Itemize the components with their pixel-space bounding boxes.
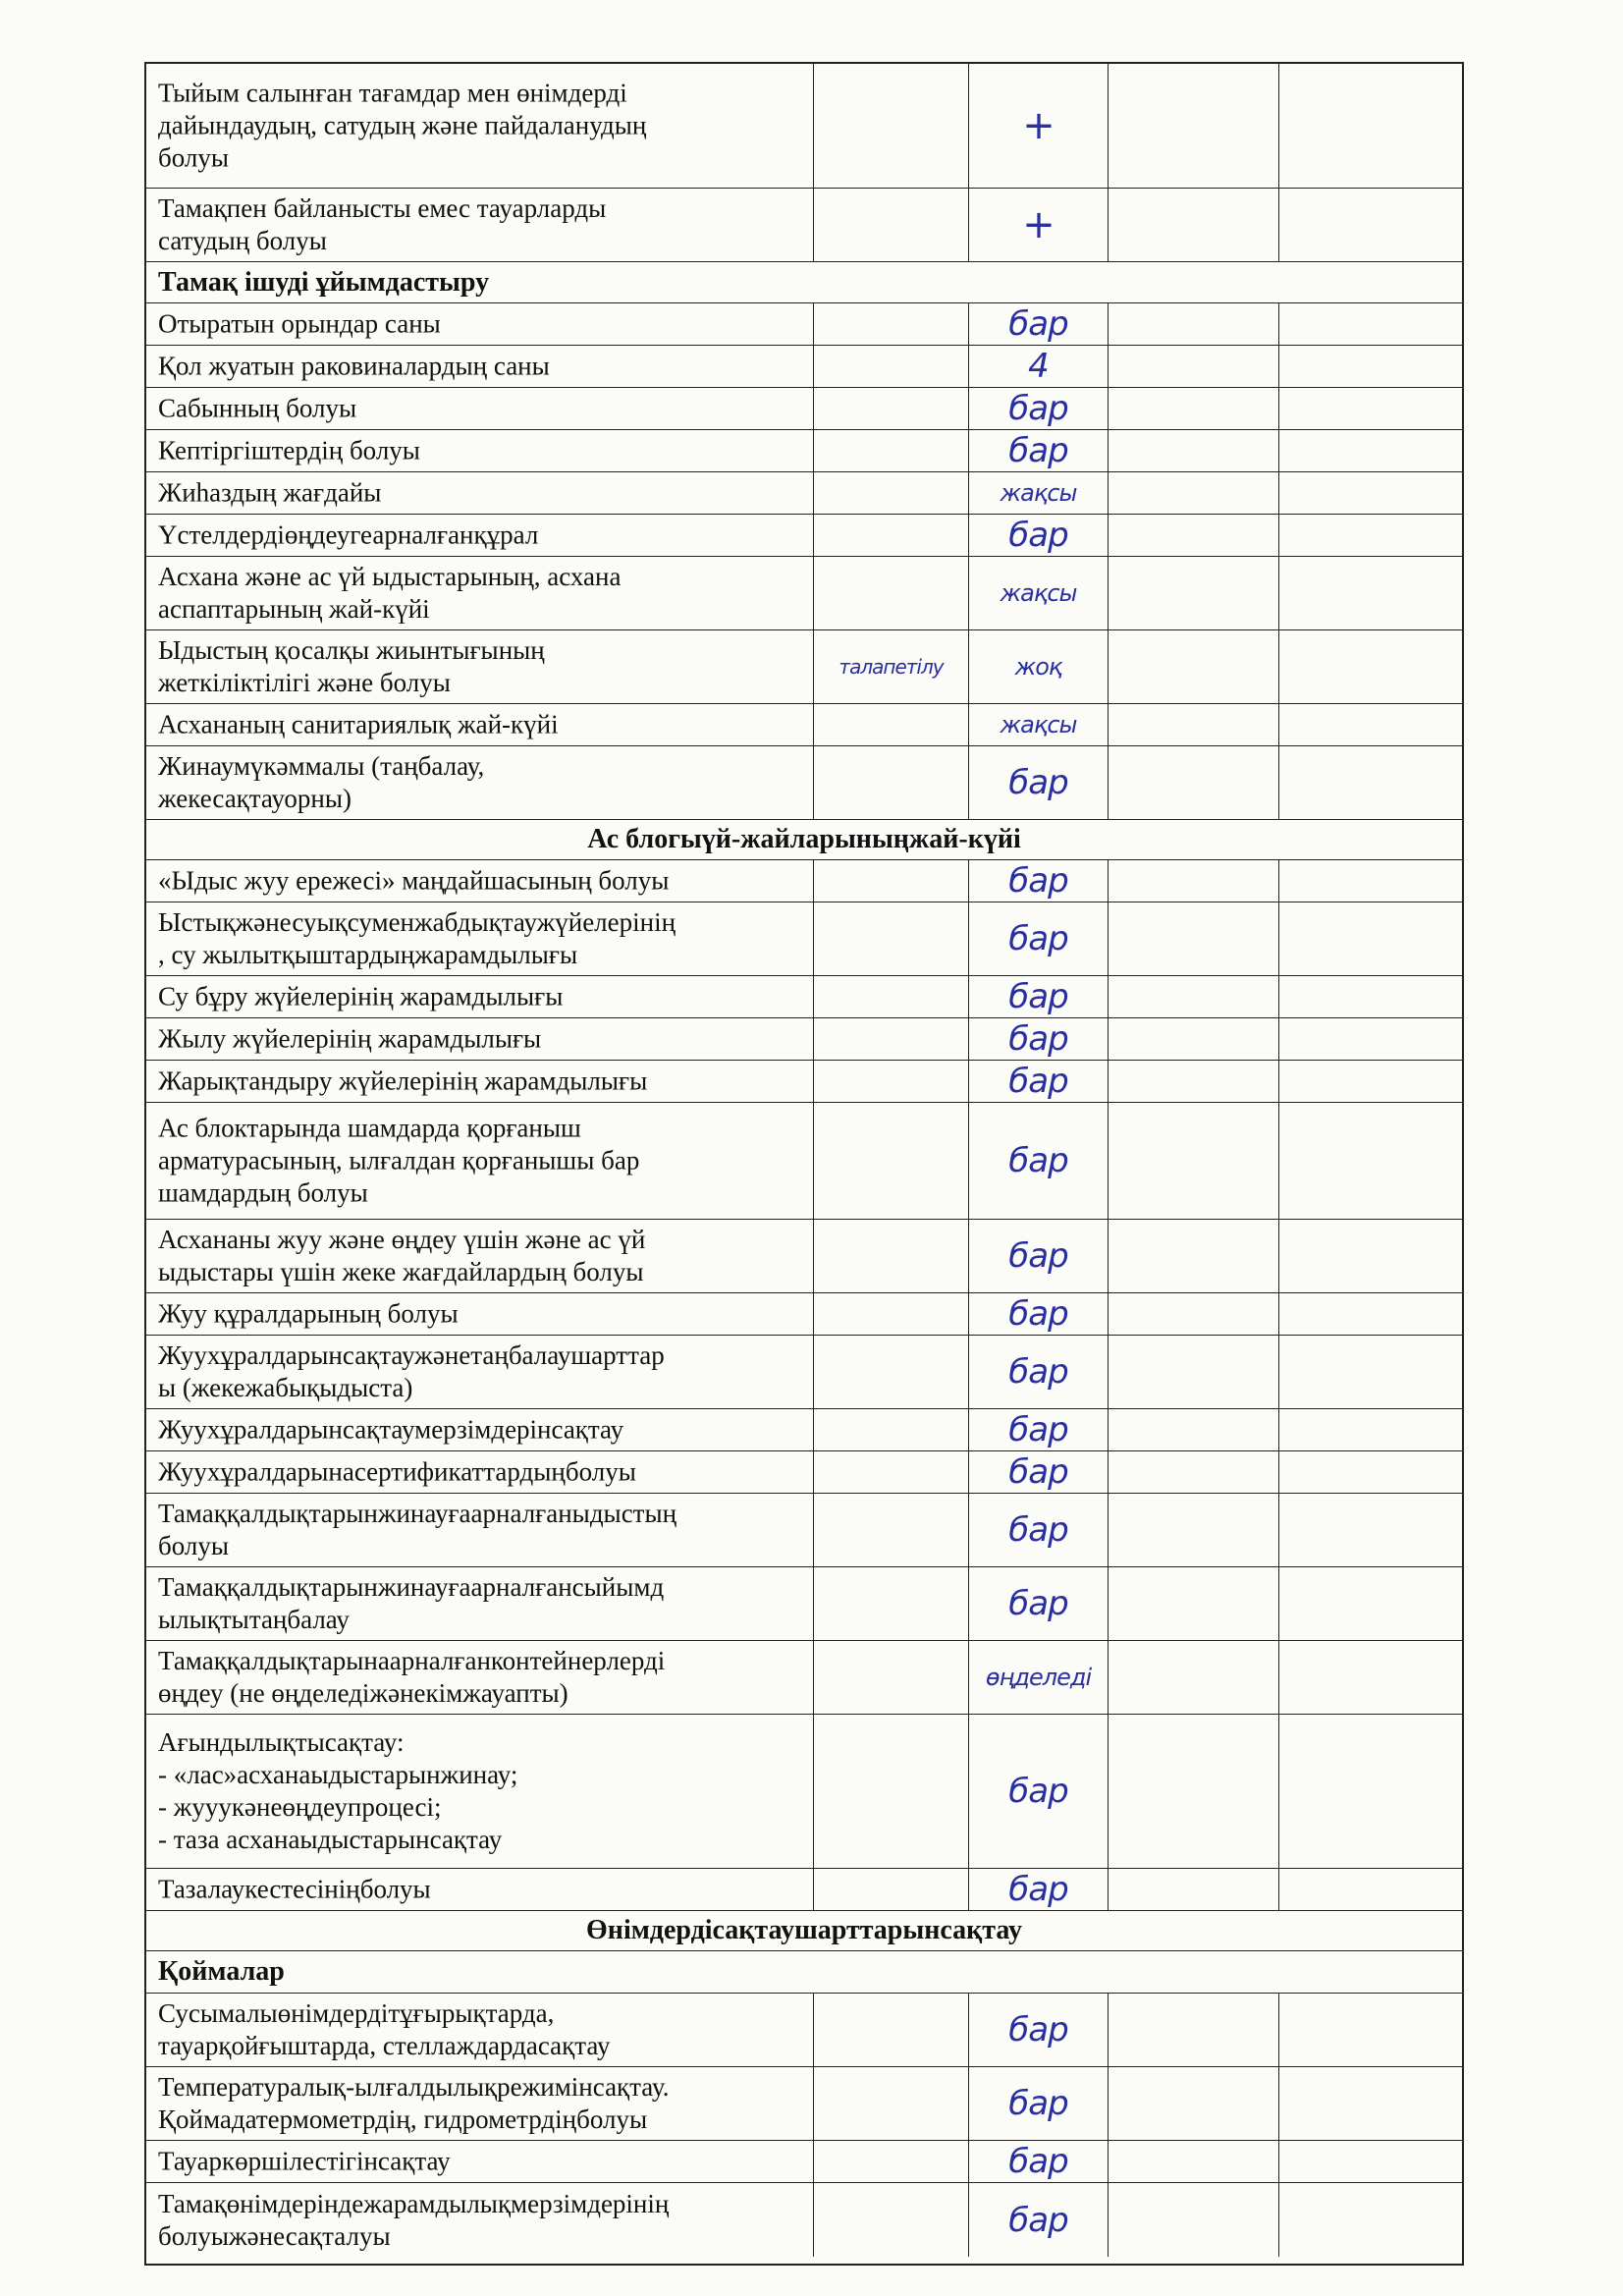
cell-col-2: [814, 557, 969, 629]
cell-col-3: [969, 303, 1109, 345]
cell-col-4: [1109, 557, 1279, 629]
cell-col-5: [1279, 1018, 1466, 1060]
cell-col-4: [1109, 2183, 1279, 2257]
cell-col-1: [146, 630, 814, 703]
cell-col-5: [1279, 1715, 1466, 1868]
cell-col-3: [969, 1869, 1109, 1910]
cell-col-1: [146, 1994, 814, 2066]
cell-col-2: [814, 472, 969, 514]
cell-col-4: [1109, 1061, 1279, 1102]
cell-col-4: [1109, 1409, 1279, 1450]
handwritten-mark: жоқ: [1014, 653, 1062, 681]
criterion-label: Жылу жүйелерінің жарамдылығы: [158, 1023, 542, 1054]
cell-col-2: [814, 1061, 969, 1102]
cell-col-4: [1109, 1715, 1279, 1868]
cell-col-4: [1109, 303, 1279, 345]
cell-col-3: [969, 630, 1109, 703]
cell-col-3: [969, 1715, 1109, 1868]
handwritten-mark: бар: [1008, 1236, 1068, 1276]
cell-col-1: [146, 1869, 814, 1910]
handwritten-mark: бар: [1008, 763, 1068, 802]
cell-col-5: [1279, 976, 1466, 1017]
cell-col-3: [969, 1220, 1109, 1292]
cell-col-5: [1279, 472, 1466, 514]
cell-col-3: [969, 860, 1109, 902]
handwritten-mark: бар: [1008, 1870, 1068, 1909]
cell-col-2: [814, 1336, 969, 1408]
cell-col-2: [814, 515, 969, 556]
cell-col-5: [1279, 64, 1466, 188]
cell-col-5: [1279, 1336, 1466, 1408]
table-row: [146, 2067, 1462, 2141]
cell-col-2: [814, 1220, 969, 1292]
handwritten-mark: бар: [1008, 1352, 1068, 1392]
table-row: [146, 1336, 1462, 1409]
cell-col-1: [146, 1061, 814, 1102]
handwritten-mark: жақсы: [1000, 579, 1077, 607]
cell-col-4: [1109, 1018, 1279, 1060]
cell-col-5: [1279, 1451, 1466, 1493]
table-row: [146, 388, 1462, 430]
handwritten-mark: жақсы: [1000, 479, 1077, 507]
criterion-label: Сабынның болуы: [158, 393, 357, 423]
cell-col-4: [1109, 860, 1279, 902]
handwritten-mark: бар: [1008, 2084, 1068, 2123]
cell-col-1: [146, 860, 814, 902]
handwritten-mark: өңделеді: [985, 1664, 1092, 1691]
cell-col-2: [814, 2067, 969, 2140]
table-row: [146, 189, 1462, 262]
cell-col-2: [814, 64, 969, 188]
section-row: [146, 1911, 1462, 1951]
cell-col-1: [146, 346, 814, 387]
cell-col-1: [146, 557, 814, 629]
handwritten-mark: бар: [1008, 431, 1068, 470]
table-row: [146, 746, 1462, 820]
criterion-label: Жуухұралдарынсақтаужәнетаңбалаушарттар ы (жекежабықыдыста): [158, 1340, 665, 1402]
handwritten-mark: бар: [1008, 1584, 1068, 1623]
table-row: [146, 346, 1462, 388]
cell-col-4: [1109, 430, 1279, 471]
cell-col-2: [814, 1103, 969, 1219]
criterion-label: Жуухұралдарынсақтаумерзімдерінсақтау: [158, 1414, 624, 1445]
cell-col-5: [1279, 346, 1466, 387]
cell-col-5: [1279, 1409, 1466, 1450]
criterion-label: Тамаққалдықтарынаарналғанконтейнерлерді өңдеу (не өңделедіжәнекімжауапты): [158, 1646, 666, 1708]
cell-col-5: [1279, 1293, 1466, 1335]
criterion-label: Кептіргіштердің болуы: [158, 435, 420, 465]
handwritten-mark: бар: [1008, 2200, 1068, 2240]
cell-col-3: [969, 976, 1109, 1017]
table-row: [146, 1220, 1462, 1293]
cell-col-5: [1279, 388, 1466, 429]
cell-col-1: [146, 1641, 814, 1714]
cell-col-3: [969, 388, 1109, 429]
cell-col-5: [1279, 2141, 1466, 2182]
handwritten-note: талапетілу: [839, 655, 944, 679]
cell-col-3: [969, 704, 1109, 745]
cell-col-1: [146, 704, 814, 745]
cell-col-3: [969, 2067, 1109, 2140]
section-row: [146, 820, 1462, 860]
handwritten-mark: бар: [1008, 2010, 1068, 2050]
cell-col-4: [1109, 1293, 1279, 1335]
cell-col-3: [969, 902, 1109, 975]
table-row: [146, 902, 1462, 976]
table-row: [146, 1451, 1462, 1494]
cell-col-5: [1279, 189, 1466, 261]
cell-col-3: [969, 1336, 1109, 1408]
cell-col-5: [1279, 1994, 1466, 2066]
criterion-label: Ас блоктарында шамдарда қорғаныш арматурасының, ылғалдан қорғанышы бар шамдардың болуы: [158, 1113, 640, 1208]
cell-col-5: [1279, 1567, 1466, 1640]
handwritten-mark: бар: [1008, 1772, 1068, 1811]
cell-col-2: [814, 976, 969, 1017]
criterion-label: Үстелдердіөңдеугеарналғанқұрал: [158, 519, 539, 550]
criterion-label: Жуу құралдарының болуы: [158, 1298, 459, 1329]
handwritten-mark: бар: [1008, 919, 1068, 958]
cell-col-3: [969, 1451, 1109, 1493]
criterion-label: Тамаққалдықтарынжинауғаарналғансыйымд ылықтытаңбалау: [158, 1572, 665, 1634]
cell-col-5: [1279, 860, 1466, 902]
criterion-label: Асхана және ас үй ыдыстарының, асхана аспаптарының жай-күйі: [158, 562, 622, 624]
cell-col-4: [1109, 346, 1279, 387]
cell-col-4: [1109, 902, 1279, 975]
cell-col-3: [969, 557, 1109, 629]
handwritten-mark: +: [1022, 103, 1055, 148]
cell-col-1: [146, 430, 814, 471]
criterion-label: Тамаққалдықтарынжинауғаарналғаныдыстың болуы: [158, 1499, 677, 1560]
table-row: [146, 472, 1462, 515]
cell-col-3: [969, 1567, 1109, 1640]
cell-col-2: [814, 1641, 969, 1714]
cell-col-2: [814, 2183, 969, 2257]
criterion-label: Асхананың санитариялық жай-күйі: [158, 709, 559, 739]
cell-col-1: [146, 1451, 814, 1493]
cell-col-5: [1279, 1061, 1466, 1102]
cell-col-3: [969, 1061, 1109, 1102]
handwritten-mark: +: [1022, 202, 1055, 247]
cell-col-4: [1109, 515, 1279, 556]
table-row: [146, 1567, 1462, 1641]
cell-col-2: [814, 1994, 969, 2066]
cell-col-4: [1109, 746, 1279, 819]
cell-col-3: [969, 1293, 1109, 1335]
handwritten-mark: бар: [1008, 1019, 1068, 1059]
cell-col-1: [146, 1494, 814, 1566]
cell-col-2: [814, 1018, 969, 1060]
cell-col-5: [1279, 2067, 1466, 2140]
cell-col-1: [146, 1336, 814, 1408]
cell-col-5: [1279, 746, 1466, 819]
table-row: [146, 630, 1462, 704]
cell-col-5: [1279, 1494, 1466, 1566]
cell-col-4: [1109, 1103, 1279, 1219]
handwritten-mark: 4: [1028, 347, 1049, 386]
cell-col-5: [1279, 1641, 1466, 1714]
cell-col-2: [814, 430, 969, 471]
handwritten-mark: бар: [1008, 516, 1068, 555]
handwritten-mark: жақсы: [1000, 711, 1077, 738]
criterion-label: Жуухұралдарынасертификаттардыңболуы: [158, 1456, 636, 1487]
cell-col-2: [814, 1869, 969, 1910]
cell-col-4: [1109, 64, 1279, 188]
table-row: [146, 1641, 1462, 1715]
cell-col-2: [814, 746, 969, 819]
criterion-label: Жарықтандыру жүйелерінің жарамдылығы: [158, 1066, 648, 1096]
cell-col-1: [146, 64, 814, 188]
cell-col-1: [146, 189, 814, 261]
cell-col-5: [1279, 1220, 1466, 1292]
cell-col-3: [969, 2183, 1109, 2257]
table-row: [146, 557, 1462, 630]
table-row: [146, 860, 1462, 902]
cell-col-3: [969, 2141, 1109, 2182]
cell-col-2: [814, 1409, 969, 1450]
cell-col-4: [1109, 630, 1279, 703]
section-title: Қоймалар: [158, 1956, 285, 1987]
criterion-label: Температуралық-ылғалдылықрежимінсақтау. Қоймадатермометрдің, гидрометрдіңболуы: [158, 2072, 670, 2134]
cell-col-1: [146, 902, 814, 975]
criterion-label: Ағындылықтысақтау: - «лас»асханаыдыстарынжинау; - жууукәнеөңдеупроцесі; - таза асханаыдыстарынсақтау: [158, 1727, 518, 1854]
cell-col-5: [1279, 704, 1466, 745]
cell-col-2: [814, 1451, 969, 1493]
cell-col-3: [969, 346, 1109, 387]
table-row: [146, 976, 1462, 1018]
handwritten-mark: бар: [1008, 1062, 1068, 1101]
cell-col-1: [146, 472, 814, 514]
cell-col-1: [146, 1409, 814, 1450]
cell-col-4: [1109, 1220, 1279, 1292]
cell-col-5: [1279, 515, 1466, 556]
criterion-label: Жинаумүкәммалы (таңбалау, жекесақтауорны): [158, 751, 485, 813]
handwritten-mark: бар: [1008, 1294, 1068, 1334]
cell-col-5: [1279, 902, 1466, 975]
cell-col-1: [146, 1293, 814, 1335]
section-title: Ас блогыүй-жайларыныңжай-күйі: [587, 824, 1021, 854]
handwritten-mark: бар: [1008, 1410, 1068, 1449]
cell-col-2: [814, 2141, 969, 2182]
cell-col-2: [814, 860, 969, 902]
cell-col-1: [146, 1103, 814, 1219]
criterion-label: Ыдыстың қосалқы жиынтығының жеткіліктілігі және болуы: [158, 635, 545, 697]
cell-col-4: [1109, 1494, 1279, 1566]
table-row: [146, 1994, 1462, 2067]
table-row: [146, 1018, 1462, 1061]
cell-col-5: [1279, 430, 1466, 471]
cell-col-5: [1279, 630, 1466, 703]
section-row: [146, 262, 1462, 303]
criterion-label: Отыратын орындар саны: [158, 308, 441, 339]
handwritten-mark: бар: [1008, 1510, 1068, 1550]
cell-col-5: [1279, 1103, 1466, 1219]
cell-col-5: [1279, 303, 1466, 345]
criterion-label: Тазалаукестесініңболуы: [158, 1874, 431, 1904]
table-row: [146, 64, 1462, 189]
table-row: [146, 1869, 1462, 1911]
section-row: [146, 1951, 1462, 1994]
cell-col-3: [969, 1494, 1109, 1566]
table-row: [146, 303, 1462, 346]
table-row: [146, 1409, 1462, 1451]
criterion-label: Асхананы жуу және өңдеу үшін және ас үй ыдыстары үшін жеке жағдайлардың болуы: [158, 1225, 646, 1286]
section-title: Тамақ ішуді ұйымдастыру: [158, 266, 490, 298]
cell-col-3: [969, 472, 1109, 514]
criterion-label: Тамақпен байланысты емес тауарларды сатудың болуы: [158, 193, 607, 255]
table-row: [146, 1715, 1462, 1869]
cell-col-1: [146, 1220, 814, 1292]
cell-col-2: [814, 303, 969, 345]
section-title: Өнімдердісақтаушарттарынсақтау: [586, 1915, 1022, 1945]
cell-col-1: [146, 746, 814, 819]
handwritten-mark: бар: [1008, 1141, 1068, 1180]
cell-col-3: [969, 746, 1109, 819]
table-row: [146, 2183, 1462, 2257]
table-row: [146, 1103, 1462, 1220]
criterion-label: Су бұру жүйелерінің жарамдылығы: [158, 981, 564, 1011]
cell-col-2: [814, 388, 969, 429]
criterion-label: Қол жуатын раковиналардың саны: [158, 351, 550, 381]
cell-col-4: [1109, 1994, 1279, 2066]
cell-col-4: [1109, 189, 1279, 261]
cell-col-3: [969, 189, 1109, 261]
handwritten-mark: бар: [1008, 304, 1068, 344]
cell-col-3: [969, 1641, 1109, 1714]
cell-col-2: [814, 1293, 969, 1335]
criterion-label: Тыйым салынған тағамдар мен өнімдерді дайындаудың, сатудың және пайдаланудың болуы: [158, 78, 647, 173]
cell-col-4: [1109, 472, 1279, 514]
cell-col-2: [814, 902, 969, 975]
cell-col-1: [146, 1567, 814, 1640]
handwritten-mark: бар: [1008, 389, 1068, 428]
cell-col-3: [969, 1409, 1109, 1450]
cell-col-1: [146, 515, 814, 556]
cell-col-2: [814, 630, 969, 703]
cell-col-4: [1109, 2067, 1279, 2140]
cell-col-4: [1109, 704, 1279, 745]
cell-col-3: [969, 1018, 1109, 1060]
table-row: [146, 515, 1462, 557]
cell-col-3: [969, 64, 1109, 188]
inspection-checklist-table: [144, 62, 1464, 2266]
table-row: [146, 430, 1462, 472]
cell-col-2: [814, 1567, 969, 1640]
table-row: [146, 2141, 1462, 2183]
cell-col-1: [146, 388, 814, 429]
cell-col-4: [1109, 1567, 1279, 1640]
cell-col-4: [1109, 1869, 1279, 1910]
cell-col-1: [146, 2141, 814, 2182]
cell-col-1: [146, 1018, 814, 1060]
cell-col-1: [146, 976, 814, 1017]
criterion-label: Тауаркөршілестігінсақтау: [158, 2146, 451, 2176]
table-row: [146, 1293, 1462, 1336]
cell-col-4: [1109, 1641, 1279, 1714]
criterion-label: Сусымалыөнімдердітұғырықтарда, тауарқойғыштарда, стеллаждардасақтау: [158, 1998, 611, 2060]
cell-col-3: [969, 1994, 1109, 2066]
cell-col-2: [814, 1494, 969, 1566]
criterion-label: Тамақөнімдеріндежарамдылықмерзімдерінің болуыжәнесақталуы: [158, 2188, 670, 2251]
cell-col-4: [1109, 388, 1279, 429]
handwritten-mark: бар: [1008, 977, 1068, 1016]
cell-col-5: [1279, 557, 1466, 629]
handwritten-mark: бар: [1008, 861, 1068, 901]
criterion-label: «Ыдыс жуу ережесі» маңдайшасының болуы: [158, 865, 670, 896]
cell-col-1: [146, 2183, 814, 2257]
table-row: [146, 1494, 1462, 1567]
table-row: [146, 704, 1462, 746]
cell-col-5: [1279, 1869, 1466, 1910]
cell-col-5: [1279, 2183, 1466, 2257]
cell-col-2: [814, 1715, 969, 1868]
cell-col-1: [146, 1715, 814, 1868]
cell-col-4: [1109, 1336, 1279, 1408]
table-row: [146, 1061, 1462, 1103]
cell-col-4: [1109, 976, 1279, 1017]
cell-col-4: [1109, 1451, 1279, 1493]
cell-col-3: [969, 1103, 1109, 1219]
cell-col-2: [814, 346, 969, 387]
criterion-label: Жиһаздың жағдайы: [158, 477, 382, 508]
cell-col-4: [1109, 2141, 1279, 2182]
handwritten-mark: бар: [1008, 2142, 1068, 2181]
handwritten-mark: бар: [1008, 1452, 1068, 1492]
cell-col-1: [146, 303, 814, 345]
cell-col-3: [969, 430, 1109, 471]
cell-col-3: [969, 515, 1109, 556]
criterion-label: Ыстықжәнесуықсуменжабдықтаужүйелерінің , су жылытқыштардыңжарамдылығы: [158, 907, 676, 969]
cell-col-2: [814, 189, 969, 261]
cell-col-1: [146, 2067, 814, 2140]
cell-col-2: [814, 704, 969, 745]
